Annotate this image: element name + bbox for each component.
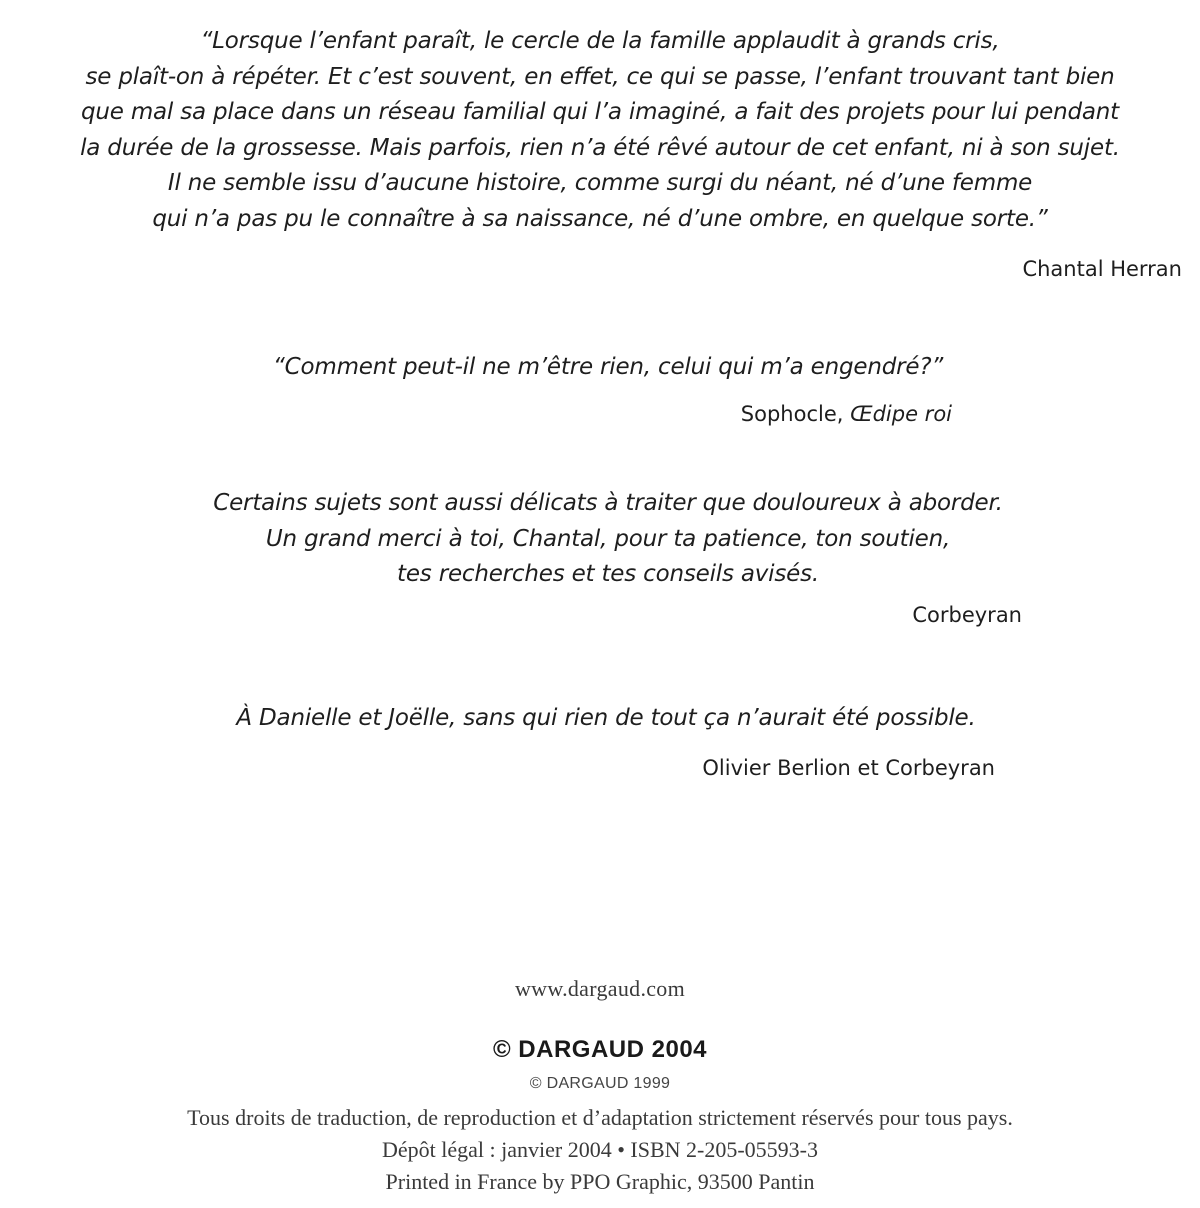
quote-line: Il ne semble issu d’aucune histoire, comme surgi du néant, né d’une femme bbox=[167, 170, 1033, 196]
quote-line: Un grand merci à toi, Chantal, pour ta patience, ton soutien, bbox=[265, 525, 951, 552]
quote-line: se plaît-on à répéter. Et c’est souvent, en effet, ce qui se passe, l’enfant trouvant tant bien bbox=[85, 63, 1115, 90]
copyright-original: © DARGAUD 1999 bbox=[529, 1075, 671, 1092]
printer-notice: Printed in France by PPO Graphic, 93500 Pantin bbox=[385, 1169, 815, 1194]
quote-line: que mal sa place dans un réseau familial qui l’a imaginé, a fait des projets pour lui pendant bbox=[81, 99, 1119, 125]
quote-line: À Danielle et Joëlle, sans qui rien de tout ça n’aurait été possible. bbox=[236, 705, 976, 731]
legal-deposit-isbn: Dépôt légal : janvier 2004 • ISBN 2-205-05593-3 bbox=[381, 1137, 818, 1162]
epigraph-quote-herran bbox=[0, 24, 1200, 237]
attribution-author: Sophocle, bbox=[740, 402, 844, 426]
quote-line: Certains sujets sont aussi délicats à traiter que douloureux à aborder. bbox=[213, 490, 1003, 516]
attribution-corbeyran: Corbeyran bbox=[912, 603, 1022, 627]
quote-line: tes recherches et tes conseils avisés. bbox=[397, 561, 819, 587]
quote-line: qui n’a pas pu le connaître à sa naissance, né d’une ombre, en quelque sorte.” bbox=[152, 205, 1048, 232]
attribution-berlion-corbeyran: Olivier Berlion et Corbeyran bbox=[702, 756, 995, 780]
quote-line: la durée de la grossesse. Mais parfois, rien n’a été rêvé autour de cet enfant, ni à son sujet. bbox=[80, 134, 1120, 161]
rights-notice: Tous droits de traduction, de reproduction et d’adaptation strictement réservés pour tous pays. bbox=[187, 1105, 1013, 1130]
copyright-main: © DARGAUD 2004 bbox=[492, 1036, 708, 1063]
attribution-work-title: Œdipe roi bbox=[850, 402, 952, 426]
attribution-herran: Chantal Herran bbox=[1022, 257, 1182, 281]
quote-line: “Comment peut-il ne m’être rien, celui qui m’a engendré?” bbox=[272, 354, 944, 380]
quote-line: “Lorsque l’enfant paraît, le cercle de la famille applaudit à grands cris, bbox=[200, 28, 1000, 54]
dedication-danielle-joelle bbox=[6, 701, 1200, 737]
epigraph-quote-sophocle bbox=[8, 350, 1200, 386]
attribution-sophocle bbox=[741, 400, 952, 428]
dedication-thanks bbox=[8, 486, 1200, 593]
publisher-website: www.dargaud.com bbox=[514, 976, 686, 1001]
